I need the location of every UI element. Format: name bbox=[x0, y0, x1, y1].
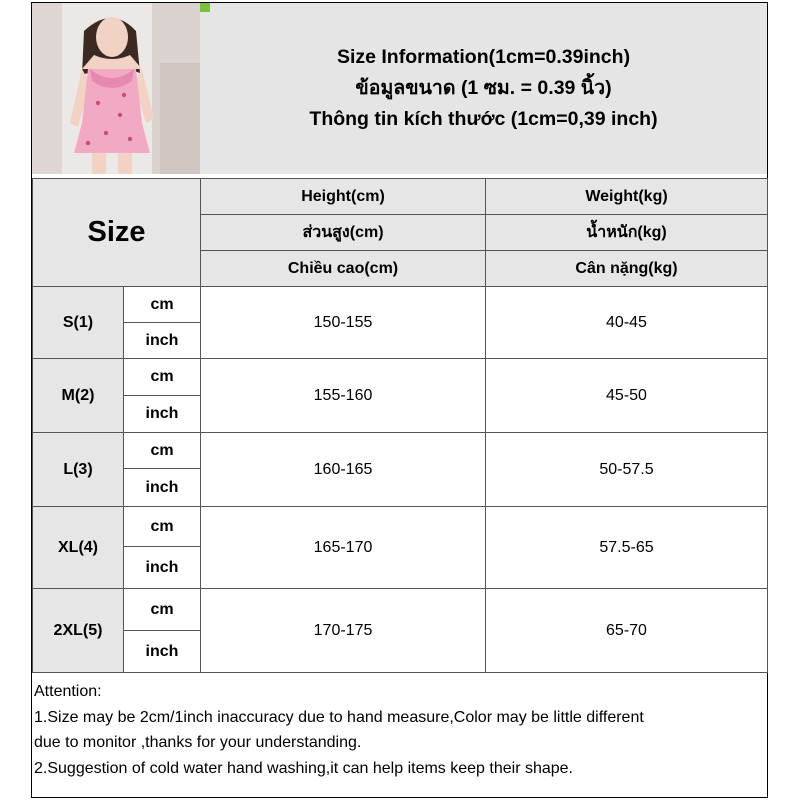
size-label: M(2) bbox=[33, 359, 124, 433]
size-column-header: Size bbox=[33, 179, 201, 287]
weight-header-english: Weight(kg) bbox=[486, 179, 768, 215]
height-value: 155-160 bbox=[201, 359, 486, 433]
height-header-vietnamese: Chiều cao(cm) bbox=[201, 251, 486, 287]
size-info-title-vietnamese: Thông tin kích thước (1cm=0,39 inch) bbox=[309, 108, 658, 130]
unit-cm-label: cm bbox=[124, 359, 201, 396]
table-row bbox=[33, 507, 768, 547]
table-row bbox=[33, 287, 768, 323]
unit-inch-label: inch bbox=[124, 323, 201, 359]
size-info-title-thai: ข้อมูลขนาด (1 ซม. = 0.39 นิ้ว) bbox=[355, 77, 612, 99]
product-photo bbox=[32, 3, 201, 174]
size-label: XL(4) bbox=[33, 507, 124, 589]
unit-inch-label: inch bbox=[124, 631, 201, 673]
height-header-thai: ส่วนสูง(cm) bbox=[201, 215, 486, 251]
weight-value: 45-50 bbox=[486, 359, 768, 433]
size-info-title-english: Size Information(1cm=0.39inch) bbox=[336, 46, 631, 68]
height-value: 160-165 bbox=[201, 433, 486, 507]
size-label: 2XL(5) bbox=[33, 589, 124, 673]
unit-inch-label: inch bbox=[124, 469, 201, 507]
table-row bbox=[33, 589, 768, 631]
height-header-english: Height(cm) bbox=[201, 179, 486, 215]
size-table bbox=[32, 178, 768, 673]
unit-cm-label: cm bbox=[124, 589, 201, 631]
unit-inch-label: inch bbox=[124, 396, 201, 433]
model-in-dress-image bbox=[32, 3, 200, 174]
attention-line-1: 1.Size may be 2cm/1inch inaccuracy due to hand measure,Color may be little different bbox=[34, 708, 644, 726]
attention-title: Attention: bbox=[34, 683, 102, 700]
attention-notes bbox=[34, 679, 765, 781]
size-chart-sheet bbox=[31, 2, 768, 798]
height-value: 150-155 bbox=[201, 287, 486, 359]
weight-value: 50-57.5 bbox=[486, 433, 768, 507]
weight-value: 40-45 bbox=[486, 287, 768, 359]
attention-line-3: 2.Suggestion of cold water hand washing,it can help items keep their shape. bbox=[34, 759, 573, 777]
size-info-banner bbox=[200, 3, 767, 174]
unit-cm-label: cm bbox=[124, 287, 201, 323]
unit-cm-label: cm bbox=[124, 507, 201, 547]
size-label: S(1) bbox=[33, 287, 124, 359]
attention-line-2: due to monitor ,thanks for your understanding. bbox=[34, 734, 362, 751]
weight-value: 57.5-65 bbox=[486, 507, 768, 589]
height-value: 165-170 bbox=[201, 507, 486, 589]
unit-cm-label: cm bbox=[124, 433, 201, 469]
unit-inch-label: inch bbox=[124, 547, 201, 589]
height-value: 170-175 bbox=[201, 589, 486, 673]
size-label: L(3) bbox=[33, 433, 124, 507]
weight-header-thai: น้ำหนัก(kg) bbox=[486, 215, 768, 251]
weight-value: 65-70 bbox=[486, 589, 768, 673]
table-row bbox=[33, 433, 768, 469]
table-row bbox=[33, 359, 768, 396]
weight-header-vietnamese: Cân nặng(kg) bbox=[486, 251, 768, 287]
green-corner-mark bbox=[200, 3, 210, 12]
